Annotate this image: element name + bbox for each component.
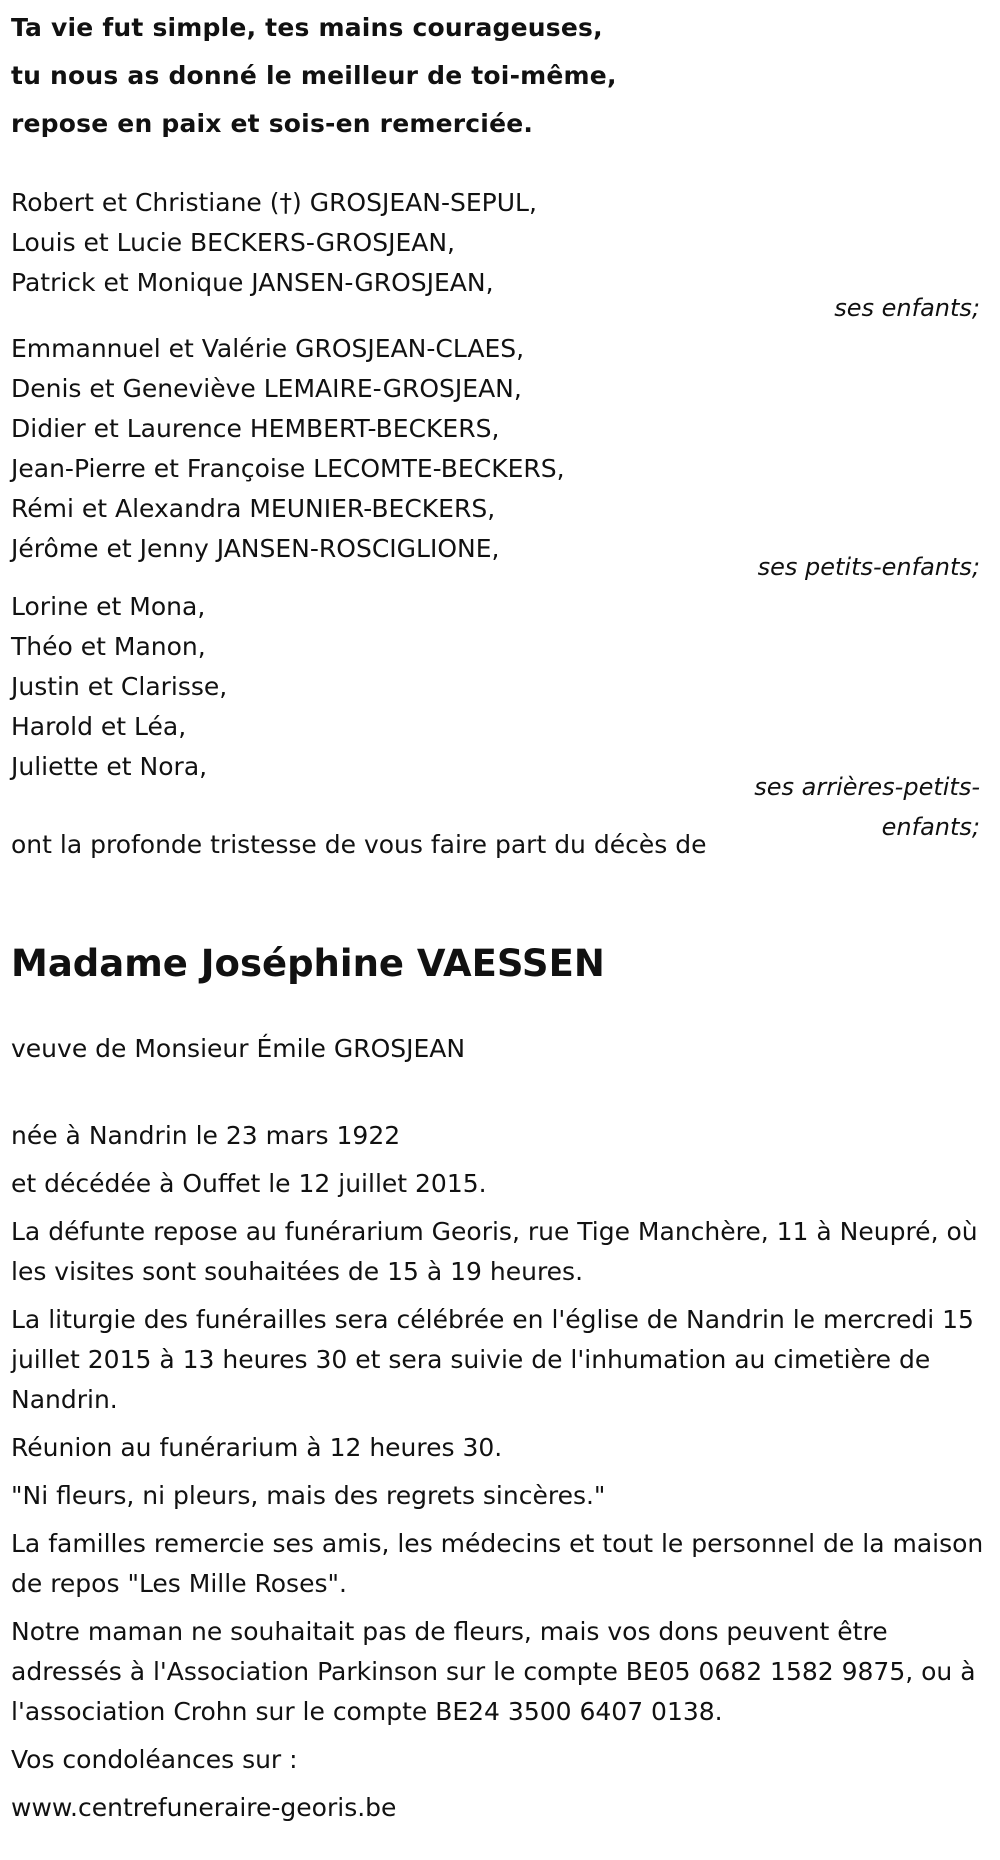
list-item: Didier et Laurence HEMBERT-BECKERS,	[11, 414, 500, 443]
deceased-name: Madame Joséphine VAESSEN	[11, 942, 605, 985]
list-item: Théo et Manon,	[11, 632, 206, 661]
poem-line: repose en paix et sois-en remerciée.	[11, 109, 534, 138]
list-item: Patrick et Monique JANSEN-GROSJEAN,	[11, 268, 494, 297]
list-item: Juliette et Nora,	[11, 752, 208, 781]
great-grandchildren-list	[11, 587, 981, 787]
children-list	[11, 183, 981, 303]
poem-line: Ta vie fut simple, tes mains courageuses,	[11, 13, 603, 42]
grandchildren-list	[11, 329, 981, 569]
list-item: Emmannuel et Valérie GROSJEAN-CLAES,	[11, 334, 525, 363]
meeting-info: Réunion au funérarium à 12 heures 30.	[11, 1433, 503, 1462]
rest-info: La défunte repose au funérarium Georis, rue Tige Manchère, 11 à Neupré, où les visites sont souhaitées de 15 à 19 heures.	[11, 1217, 978, 1286]
list-item: Lorine et Mona,	[11, 592, 206, 621]
liturgy-info: La liturgie des funérailles sera célébrée en l'église de Nandrin le mercredi 15 juillet 2015 à 13 heures 30 et sera suivie de l'inhumation au cimetière de Nandrin.	[11, 1305, 974, 1414]
list-item: Harold et Léa,	[11, 712, 187, 741]
children-role: ses enfants;	[834, 294, 980, 322]
announcement-intro: ont la profonde tristesse de vous faire part du décès de	[11, 830, 707, 859]
death-info: et décédée à Ouffet le 12 juillet 2015.	[11, 1169, 487, 1198]
thanks-info: La familles remercie ses amis, les médecins et tout le personnel de la maison de repos "Les Mille Roses".	[11, 1529, 984, 1598]
list-item: Louis et Lucie BECKERS-GROSJEAN,	[11, 228, 456, 257]
poem-line: tu nous as donné le meilleur de toi-même,	[11, 61, 617, 90]
flowers-quote: "Ni fleurs, ni pleurs, mais des regrets sincères."	[11, 1481, 606, 1510]
list-item: Justin et Clarisse,	[11, 672, 228, 701]
widow-of: veuve de Monsieur Émile GROSJEAN	[11, 1034, 466, 1063]
list-item: Rémi et Alexandra MEUNIER-BECKERS,	[11, 494, 496, 523]
donations-info: Notre maman ne souhaitait pas de fleurs, mais vos dons peuvent être adressés à l'Association Parkinson sur le compte BE05 0682 1582 9875, ou à l'association Crohn sur le compte BE24 3500 6407 0138.	[11, 1617, 976, 1726]
condolences-label: Vos condoléances sur :	[11, 1745, 298, 1774]
list-item: Denis et Geneviève LEMAIRE-GROSJEAN,	[11, 374, 522, 403]
grandchildren-role: ses petits-enfants;	[757, 553, 980, 581]
website-link[interactable]: www.centrefuneraire-georis.be	[11, 1793, 397, 1822]
list-item: Robert et Christiane (†) GROSJEAN-SEPUL,	[11, 188, 537, 217]
birth-info: née à Nandrin le 23 mars 1922	[11, 1121, 401, 1150]
list-item: Jean-Pierre et Françoise LECOMTE-BECKERS,	[11, 454, 565, 483]
great-grandchildren-role: ses arrières-petits-enfants;	[754, 773, 980, 841]
list-item: Jérôme et Jenny JANSEN-ROSCIGLIONE,	[11, 534, 500, 563]
poem	[11, 4, 971, 148]
